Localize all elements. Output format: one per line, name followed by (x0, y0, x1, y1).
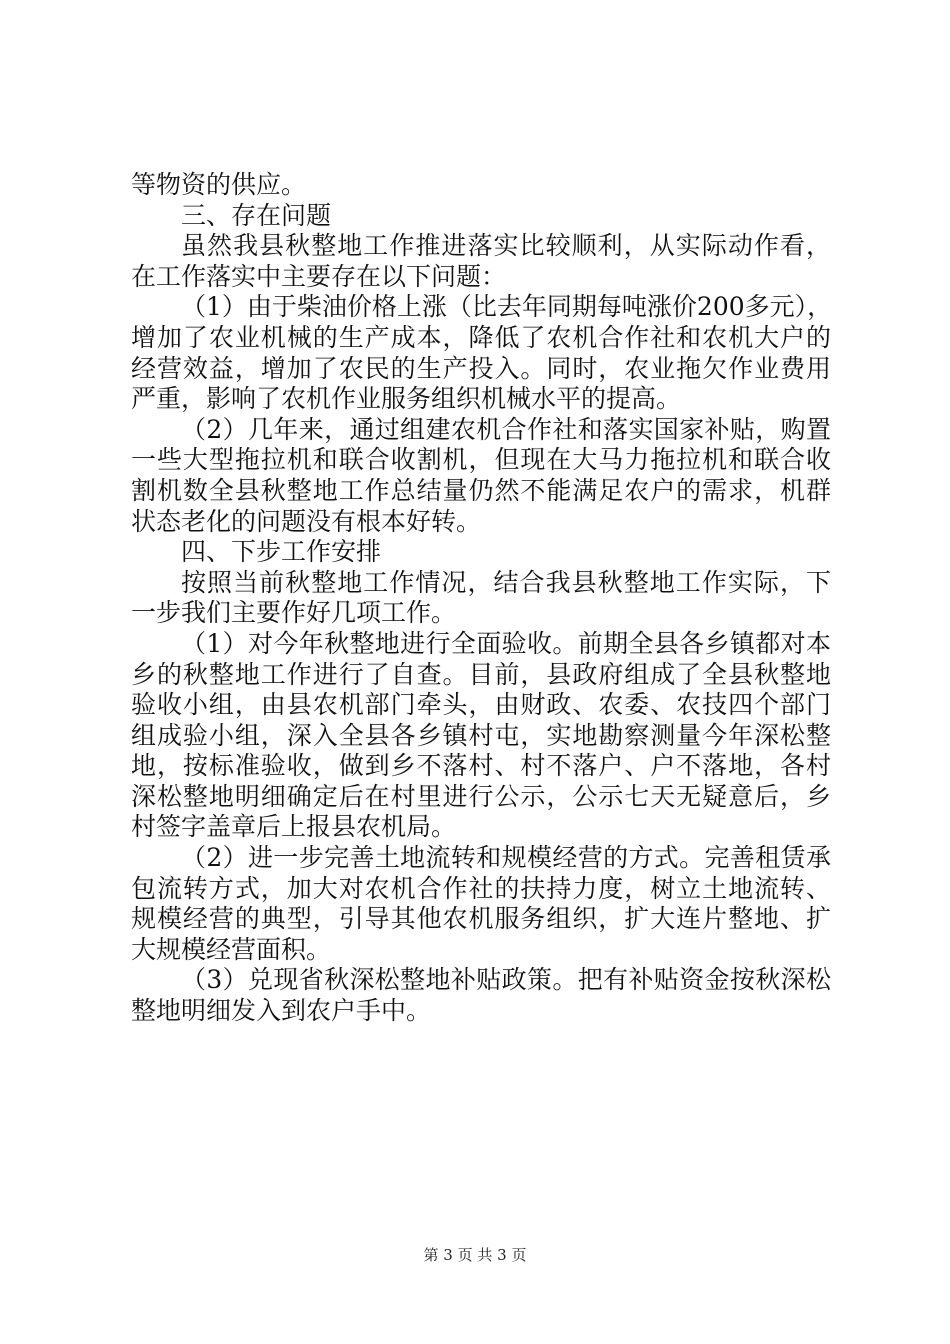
text-line: （2）几年来，通过组建农机合作社和落实国家补贴，购置 (181, 414, 831, 444)
text-line: （3）兑现省秋深松整地补贴政策。把有补贴资金按秋深松 (181, 965, 831, 995)
text-line: 整地明细发入到农户手中。 (131, 996, 432, 1026)
text-line: 在工作落实中主要存在以下问题： (131, 261, 507, 291)
text-line: 组成验小组，深入全县各乡镇村屯，实地勘察测量今年深松整 (131, 720, 831, 750)
text-line: 乡的秋整地工作进行了自查。目前，县政府组成了全县秋整地 (131, 659, 831, 689)
text-line: 状态老化的问题没有根本好转。 (131, 506, 482, 536)
text-line: 三、存在问题 (181, 200, 332, 230)
text-line: 按照当前秋整地工作情况，结合我县秋整地工作实际，下 (181, 567, 831, 597)
document-body (131, 170, 831, 1027)
text-line: 割机数全县秋整地工作总结量仍然不能满足农户的需求，机群 (131, 475, 831, 505)
text-line: 经营效益，增加了农民的生产投入。同时，农业拖欠作业费用 (131, 353, 831, 383)
page-footer: 第 3 页 共 3 页 (423, 1246, 527, 1264)
text-line: （1）由于柴油价格上涨（比去年同期每吨涨价200多元）， (181, 292, 833, 322)
text-line: 大规模经营面积。 (131, 934, 332, 964)
text-line: （2）进一步完善土地流转和规模经营的方式。完善租赁承 (181, 843, 831, 873)
text-line: 规模经营的典型，引导其他农机服务组织，扩大连片整地、扩 (131, 904, 831, 934)
text-line: 村签字盖章后上报县农机局。 (131, 812, 457, 842)
text-line: 地，按标准验收，做到乡不落村、村不落户、户不落地，各村 (131, 751, 831, 781)
text-line: 深松整地明细确定后在村里进行公示，公示七天无疑意后，乡 (131, 781, 831, 811)
text-line: 四、下步工作安排 (181, 537, 382, 567)
text-line: 包流转方式，加大对农机合作社的扶持力度，树立土地流转、 (131, 873, 831, 903)
text-line: 虽然我县秋整地工作推进落实比较顺利，从实际动作看， (181, 231, 831, 261)
text-line: 增加了农业机械的生产成本，降低了农机合作社和农机大户的 (131, 322, 831, 352)
text-line: 验收小组，由县农机部门牵头，由财政、农委、农技四个部门 (131, 690, 831, 720)
text-line: 一步我们主要作好几项工作。 (131, 598, 457, 628)
text-line: （1）对今年秋整地进行全面验收。前期全县各乡镇都对本 (181, 628, 831, 658)
text-line: 等物资的供应。 (131, 170, 307, 199)
text-line: 严重，影响了农机作业服务组织机械水平的提高。 (131, 384, 682, 414)
text-line: 一些大型拖拉机和联合收割机，但现在大马力拖拉机和联合收 (131, 445, 831, 475)
